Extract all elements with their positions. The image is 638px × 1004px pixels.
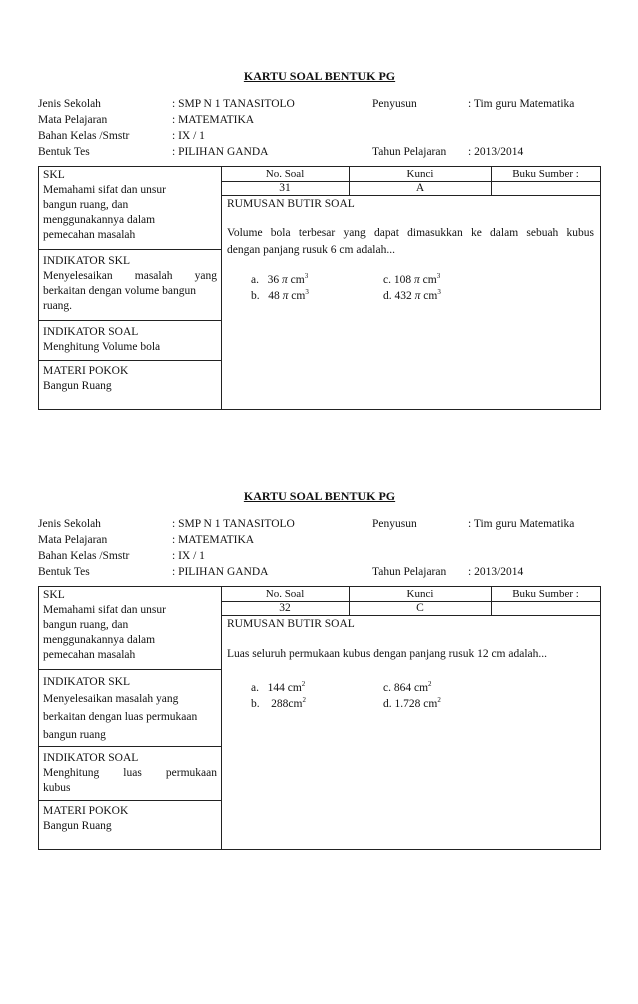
indikator-soal-cell	[39, 747, 221, 801]
indikator-soal-line: Menghitung Volume bola	[43, 341, 161, 353]
option-unit: cm	[423, 289, 438, 302]
no-soal-header: No. Soal	[221, 167, 349, 182]
pi-symbol: π	[282, 289, 289, 302]
option-value: 48	[268, 289, 280, 302]
penyusun-value: : Tim guru Matematika	[468, 518, 575, 530]
skl-line: bangun ruang, dan	[43, 619, 129, 631]
jenis-sekolah-label: Jenis Sekolah	[38, 98, 101, 110]
tahun-pelajaran-value: : 2013/2014	[468, 146, 524, 158]
option-value: 288cm	[271, 697, 303, 710]
option-unit: cm	[290, 273, 305, 286]
mata-pelajaran-value: : MATEMATIKA	[172, 534, 255, 546]
card-title: KARTU SOAL BENTUK PG	[243, 489, 396, 503]
pi-symbol: π	[414, 289, 421, 302]
tahun-pelajaran-label: Tahun Pelajaran	[372, 566, 447, 578]
bahan-kelas-value: : IX / 1	[172, 130, 205, 142]
rumusan-label: RUMUSAN BUTIR SOAL	[227, 198, 355, 210]
skl-label: SKL	[43, 169, 65, 181]
indikator-soal-label: INDIKATOR SOAL	[43, 752, 139, 764]
option-letter: a.	[251, 681, 259, 694]
bahan-kelas-label: Bahan Kelas /Smstr	[38, 550, 130, 562]
option-exponent: 3	[305, 288, 309, 296]
indikator-skl-cell	[39, 250, 221, 321]
rumusan-label: RUMUSAN BUTIR SOAL	[227, 618, 355, 630]
option-exponent: 3	[436, 272, 441, 280]
option-value: 36	[267, 273, 280, 286]
pi-symbol: π	[413, 273, 420, 286]
materi-pokok-cell	[39, 801, 221, 849]
skl-line: Memahami sifat dan unsur	[43, 604, 166, 616]
left-column	[39, 587, 222, 849]
column-divider	[491, 587, 492, 615]
skl-line: Memahami sifat dan unsur	[43, 184, 166, 196]
option-exponent: 2	[428, 680, 432, 688]
buku-sumber-value	[491, 601, 600, 616]
option-letter: c.	[383, 273, 391, 286]
buku-sumber-value	[491, 181, 600, 196]
skl-label: SKL	[43, 589, 65, 601]
question-line: dengan panjang rusuk 6 cm adalah...	[227, 244, 395, 256]
option-letter: b.	[251, 697, 260, 710]
indikator-skl-line: bangun ruang	[43, 729, 106, 741]
skl-cell	[39, 587, 221, 670]
mata-pelajaran-label: Mata Pelajaran	[38, 534, 108, 546]
indikator-skl-line: Menyelesaikan masalah yang	[43, 693, 179, 705]
option-exponent: 3	[437, 288, 441, 296]
card-table	[38, 166, 601, 410]
option-exponent: 2	[302, 696, 306, 704]
indikator-soal-line: kubus	[43, 782, 71, 794]
option-exponent: 3	[304, 272, 309, 280]
bentuk-tes-label: Bentuk Tes	[38, 146, 90, 158]
skl-line: pemecahan masalah	[43, 229, 136, 241]
option-d[interactable]	[383, 284, 441, 304]
option-value: 432	[394, 289, 412, 302]
tahun-pelajaran-label: Tahun Pelajaran	[372, 146, 447, 158]
bentuk-tes-label: Bentuk Tes	[38, 566, 90, 578]
card-info	[38, 96, 601, 160]
option-exponent: 2	[437, 696, 441, 704]
tahun-pelajaran-value: : 2013/2014	[468, 566, 524, 578]
option-letter: d.	[383, 289, 392, 302]
skl-line: menggunakannya dalam	[43, 214, 156, 226]
materi-pokok-cell	[39, 361, 221, 409]
indikator-skl-line: ruang.	[43, 300, 73, 312]
card-title: KARTU SOAL BENTUK PG	[243, 69, 396, 83]
kunci-header: Kunci	[349, 167, 491, 182]
buku-sumber-header: Buku Sumber :	[491, 167, 600, 182]
option-exponent: 2	[301, 680, 306, 688]
indikator-skl-line: berkaitan dengan luas permukaan	[43, 711, 198, 723]
option-letter: c.	[383, 681, 391, 694]
jenis-sekolah-value: : SMP N 1 TANASITOLO	[172, 98, 295, 110]
option-letter: b.	[251, 289, 260, 302]
indikator-skl-line: Menyelesaikan masalah yang	[43, 270, 217, 282]
indikator-skl-cell	[39, 670, 221, 747]
mata-pelajaran-label: Mata Pelajaran	[38, 114, 108, 126]
indikator-soal-label: INDIKATOR SOAL	[43, 326, 139, 338]
option-unit: cm	[291, 289, 306, 302]
option-b[interactable]	[251, 692, 306, 712]
option-letter: d.	[383, 697, 392, 710]
option-d[interactable]	[383, 692, 441, 712]
option-unit: cm	[422, 273, 437, 286]
mata-pelajaran-value: : MATEMATIKA	[172, 114, 255, 126]
materi-pokok-label: MATERI POKOK	[43, 365, 129, 377]
no-soal-header: No. Soal	[221, 587, 349, 602]
question-card-2	[38, 488, 601, 850]
skl-line: menggunakannya dalam	[43, 634, 156, 646]
kunci-value: A	[349, 181, 491, 196]
option-value: 1.728 cm	[394, 697, 438, 710]
column-divider	[349, 587, 350, 615]
indikator-skl-label: INDIKATOR SKL	[43, 676, 130, 688]
question-card-1	[38, 68, 601, 410]
option-value: 108	[393, 273, 412, 286]
skl-cell	[39, 167, 221, 250]
card-table	[38, 586, 601, 850]
kunci-header: Kunci	[349, 587, 491, 602]
penyusun-label: Penyusun	[372, 518, 417, 530]
pi-symbol: π	[281, 273, 288, 286]
indikator-soal-line: Menghitung luas permukaan	[43, 767, 217, 779]
indikator-skl-line: berkaitan dengan volume bangun	[43, 285, 196, 297]
left-column	[39, 167, 222, 409]
column-divider	[491, 167, 492, 195]
bentuk-tes-value: : PILIHAN GANDA	[172, 146, 269, 158]
jenis-sekolah-value: : SMP N 1 TANASITOLO	[172, 518, 295, 530]
option-value: 144 cm	[267, 681, 302, 694]
bentuk-tes-value: : PILIHAN GANDA	[172, 566, 269, 578]
no-soal-value: 31	[221, 181, 349, 196]
indikator-skl-label: INDIKATOR SKL	[43, 255, 130, 267]
materi-pokok-value: Bangun Ruang	[43, 380, 112, 392]
materi-pokok-label: MATERI POKOK	[43, 805, 129, 817]
no-soal-value: 32	[221, 601, 349, 616]
card-info	[38, 516, 601, 580]
materi-pokok-value: Bangun Ruang	[43, 820, 112, 832]
option-letter: a.	[251, 273, 259, 286]
skl-line: pemecahan masalah	[43, 649, 136, 661]
jenis-sekolah-label: Jenis Sekolah	[38, 518, 101, 530]
column-divider	[349, 167, 350, 195]
penyusun-value: : Tim guru Matematika	[468, 98, 575, 110]
bahan-kelas-label: Bahan Kelas /Smstr	[38, 130, 130, 142]
skl-line: bangun ruang, dan	[43, 199, 129, 211]
buku-sumber-header: Buku Sumber :	[491, 587, 600, 602]
bahan-kelas-value: : IX / 1	[172, 550, 205, 562]
question-line: Luas seluruh permukaan kubus dengan panjang rusuk 12 cm adalah...	[227, 648, 547, 660]
option-b[interactable]	[251, 284, 309, 304]
kunci-value: C	[349, 601, 491, 616]
question-line: Volume bola terbesar yang dapat dimasukkan ke dalam sebuah kubus	[227, 227, 594, 239]
penyusun-label: Penyusun	[372, 98, 417, 110]
indikator-soal-cell	[39, 321, 221, 361]
option-value: 864 cm	[393, 681, 429, 694]
